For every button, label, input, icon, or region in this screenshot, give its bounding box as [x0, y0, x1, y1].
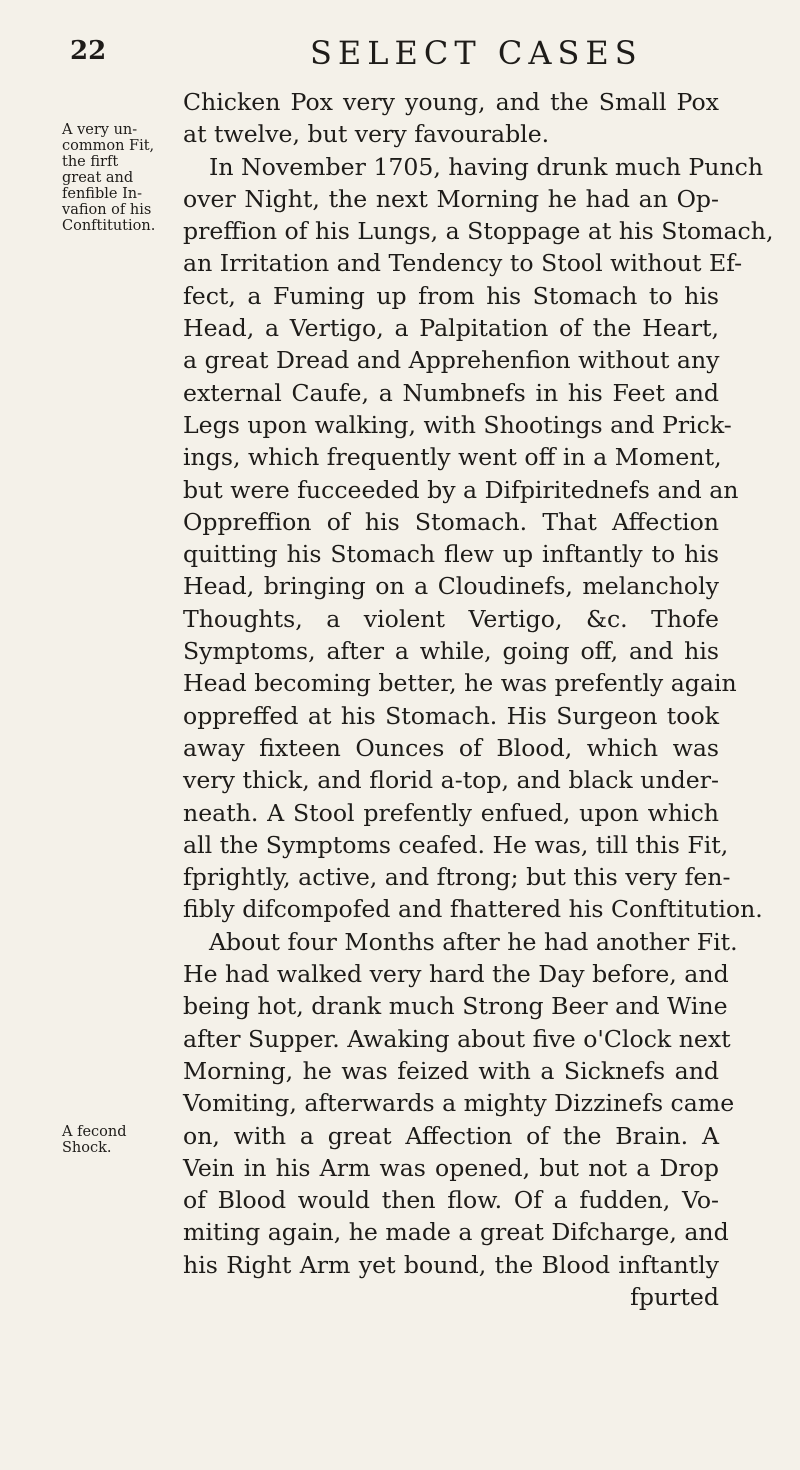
margin-note-second-shock: [62, 1124, 180, 1156]
text-line: fibly difcompofed and fhattered his Conftitution.: [183, 895, 763, 924]
text-line: very thick, and florid a-top, and black under-: [183, 766, 719, 795]
text-line: fprightly, active, and ftrong; but this very fen-: [183, 863, 731, 892]
margin-note-line: Conftitution.: [62, 218, 156, 234]
page-number: 22: [70, 36, 107, 66]
text-line: over Night, the next Morning he had an Op-: [183, 184, 719, 213]
margin-note-line: fenfible In-: [62, 186, 143, 202]
text-line: Head, a Vertigo, a Palpitation of the Heart,: [183, 314, 719, 343]
text-line: on, with a great Affection of the Brain. A: [183, 1121, 719, 1150]
text-line: all the Symptoms ceafed. He was, till this Fit,: [183, 830, 729, 859]
text-line: fect, a Fuming up from his Stomach to his: [183, 281, 719, 310]
margin-note-line: great and: [62, 170, 134, 186]
text-line: Thoughts, a violent Vertigo, &c. Thofe: [183, 604, 719, 633]
text-line: Oppreffion of his Stomach. That Affection: [183, 507, 719, 536]
text-line: Symptoms, after a while, going off, and his: [183, 637, 719, 666]
text-line: Vein in his Arm was opened, but not a Drop: [183, 1153, 719, 1182]
text-line: after Supper. Awaking about five o'Clock next: [183, 1024, 731, 1053]
running-head: SELECT CASES: [310, 34, 643, 72]
text-line: neath. A Stool prefently enfued, upon which: [183, 798, 719, 827]
text-line: of Blood would then flow. Of a fudden, Vo-: [183, 1186, 719, 1215]
margin-note-line: common Fit,: [62, 138, 155, 154]
margin-note-line: A fecond: [62, 1124, 127, 1140]
margin-note-line: Shock.: [62, 1140, 112, 1156]
margin-note-uncommon-fit: [62, 122, 180, 234]
text-line: In November 1705, having drunk much Punch: [209, 152, 764, 181]
text-line: Vomiting, afterwards a mighty Dizzinefs came: [183, 1089, 735, 1118]
text-line: preffion of his Lungs, a Stoppage at his Stomach,: [183, 217, 774, 246]
text-line: a great Dread and Apprehenfion without any: [183, 346, 720, 375]
text-line: oppreffed at his Stomach. His Surgeon took: [183, 701, 719, 730]
text-line: miting again, he made a great Difcharge, and: [183, 1218, 729, 1247]
margin-note-line: the firft: [62, 154, 119, 170]
text-line: Legs upon walking, with Shootings and Prick-: [183, 410, 732, 439]
text-line: external Caufe, a Numbnefs in his Feet and: [183, 378, 719, 407]
catchword: fpurted: [630, 1282, 719, 1311]
body-text: [183, 86, 774, 1313]
text-line: Head becoming better, he was prefently again: [183, 669, 737, 698]
text-line: ings, which frequently went off in a Moment,: [183, 443, 722, 472]
text-line: but were fucceeded by a Difpiritednefs and an: [183, 475, 739, 504]
text-line: being hot, drank much Strong Beer and Wine: [183, 992, 728, 1021]
margin-note-line: A very un-: [62, 122, 138, 138]
text-line: an Irritation and Tendency to Stool without Ef-: [183, 249, 743, 278]
margin-note-line: vafion of his: [62, 202, 152, 218]
text-line: He had walked very hard the Day before, and: [183, 960, 729, 989]
text-line: Head, bringing on a Cloudinefs, melancholy: [183, 572, 719, 601]
text-line: his Right Arm yet bound, the Blood inftantly: [183, 1250, 719, 1279]
text-line: Morning, he was feized with a Sicknefs and: [183, 1056, 719, 1085]
text-line: Chicken Pox very young, and the Small Pox: [183, 88, 719, 116]
text-line: away fixteen Ounces of Blood, which was: [183, 733, 719, 762]
text-line: About four Months after he had another Fit.: [209, 927, 738, 956]
text-line: at twelve, but very favourable.: [183, 120, 550, 149]
text-line: quitting his Stomach flew up inftantly to his: [183, 540, 719, 569]
